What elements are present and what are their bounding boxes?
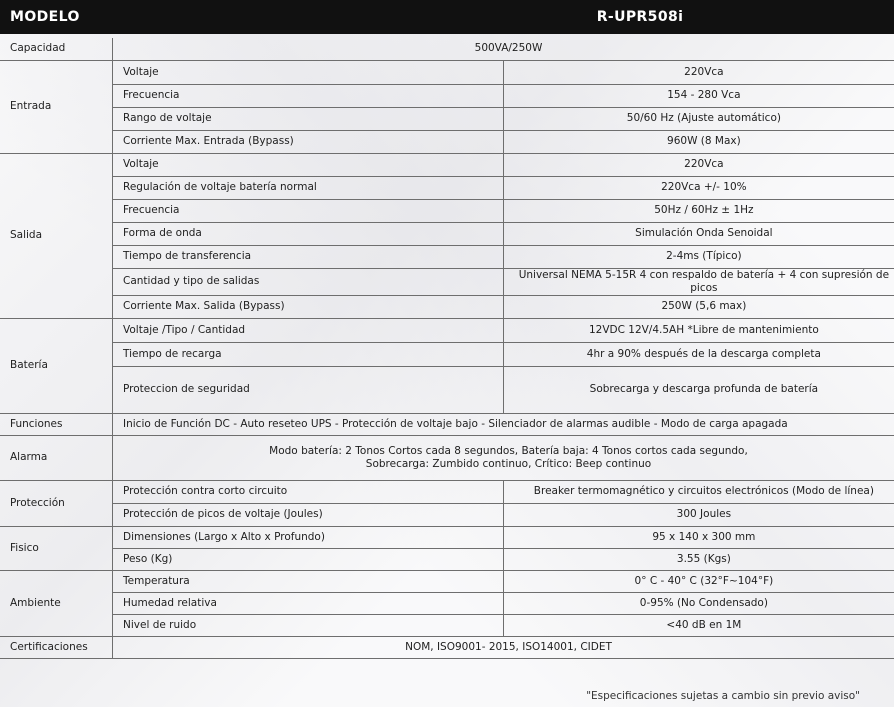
category-bateria: Batería bbox=[0, 318, 113, 413]
param-label: Tiempo de transferencia bbox=[113, 245, 504, 268]
category-salida: Salida bbox=[0, 153, 113, 318]
table-row bbox=[0, 366, 894, 413]
row-label-capacidad: Capacidad bbox=[0, 38, 113, 60]
param-value: 300 Joules bbox=[503, 503, 894, 526]
table-row bbox=[0, 342, 894, 366]
row-label-alarma: Alarma bbox=[0, 435, 113, 480]
table-row bbox=[0, 526, 894, 548]
category-fisico: Fisico bbox=[0, 526, 113, 570]
table-row bbox=[0, 592, 894, 614]
model-code: R-UPR508i bbox=[596, 9, 684, 25]
param-label: Temperatura bbox=[113, 570, 504, 592]
param-label: Tiempo de recarga bbox=[113, 342, 504, 366]
param-label: Cantidad y tipo de salidas bbox=[113, 268, 504, 295]
param-label: Voltaje bbox=[113, 153, 504, 176]
param-value: 0° C - 40° C (32°F~104°F) bbox=[503, 570, 894, 592]
table-row bbox=[0, 503, 894, 526]
param-value: 50Hz / 60Hz ± 1Hz bbox=[503, 199, 894, 222]
param-value: 154 - 280 Vca bbox=[503, 84, 894, 107]
table-row bbox=[0, 199, 894, 222]
category-ambiente: Ambiente bbox=[0, 570, 113, 636]
param-value: 50/60 Hz (Ajuste automático) bbox=[503, 107, 894, 130]
param-value: 2-4ms (Típico) bbox=[503, 245, 894, 268]
table-row bbox=[0, 130, 894, 153]
param-label: Humedad relativa bbox=[113, 592, 504, 614]
param-value: 95 x 140 x 300 mm bbox=[503, 526, 894, 548]
param-value: <40 dB en 1M bbox=[503, 614, 894, 636]
param-value: 0-95% (No Condensado) bbox=[503, 592, 894, 614]
table-row bbox=[0, 435, 894, 480]
funciones-value: Inicio de Función DC - Auto reseteo UPS - Protección de voltaje bajo - Silenciador de alarmas audible - Modo de carga apagada bbox=[113, 413, 894, 435]
table-row bbox=[0, 480, 894, 503]
param-value: 960W (8 Max) bbox=[503, 130, 894, 153]
table-row bbox=[0, 318, 894, 342]
table-row bbox=[0, 413, 894, 435]
disclaimer-note: "Especificaciones sujetas a cambio sin previo aviso" bbox=[586, 690, 860, 702]
spec-table bbox=[0, 38, 894, 659]
table-row bbox=[0, 548, 894, 570]
table-header bbox=[0, 0, 894, 34]
param-value: 220Vca +/- 10% bbox=[503, 176, 894, 199]
param-value: 3.55 (Kgs) bbox=[503, 548, 894, 570]
alarma-line-2: Sobrecarga: Zumbido continuo, Crítico: Beep continuo bbox=[365, 457, 652, 470]
param-value: Simulación Onda Senoidal bbox=[503, 222, 894, 245]
alarma-value bbox=[113, 435, 894, 480]
capacidad-value: 500VA/250W bbox=[113, 38, 894, 60]
table-row bbox=[0, 636, 894, 658]
param-label: Frecuencia bbox=[113, 84, 504, 107]
param-label: Regulación de voltaje batería normal bbox=[113, 176, 504, 199]
param-label: Protección contra corto circuito bbox=[113, 480, 504, 503]
param-value: Universal NEMA 5-15R 4 con respaldo de batería + 4 con supresión de picos bbox=[503, 268, 894, 295]
param-value: 220Vca bbox=[503, 60, 894, 84]
param-label: Forma de onda bbox=[113, 222, 504, 245]
param-label: Dimensiones (Largo x Alto x Profundo) bbox=[113, 526, 504, 548]
table-row bbox=[0, 107, 894, 130]
param-label: Voltaje bbox=[113, 60, 504, 84]
param-label: Nivel de ruido bbox=[113, 614, 504, 636]
alarma-line-1: Modo batería: 2 Tonos Cortos cada 8 segundos, Batería baja: 4 Tonos cortos cada segundo, bbox=[269, 444, 748, 457]
param-value: Breaker termomagnético y circuitos electrónicos (Modo de línea) bbox=[503, 480, 894, 503]
table-row bbox=[0, 570, 894, 592]
table-row bbox=[0, 268, 894, 295]
table-row bbox=[0, 222, 894, 245]
category-proteccion: Protección bbox=[0, 480, 113, 526]
param-label: Proteccion de seguridad bbox=[113, 366, 504, 413]
row-label-funciones: Funciones bbox=[0, 413, 113, 435]
param-label: Peso (Kg) bbox=[113, 548, 504, 570]
table-row bbox=[0, 84, 894, 107]
param-label: Corriente Max. Salida (Bypass) bbox=[113, 295, 504, 318]
param-value: Sobrecarga y descarga profunda de batería bbox=[503, 366, 894, 413]
category-entrada: Entrada bbox=[0, 60, 113, 153]
param-label: Frecuencia bbox=[113, 199, 504, 222]
table-row bbox=[0, 245, 894, 268]
param-value: 250W (5,6 max) bbox=[503, 295, 894, 318]
table-row bbox=[0, 295, 894, 318]
param-label: Rango de voltaje bbox=[113, 107, 504, 130]
param-label: Voltaje /Tipo / Cantidad bbox=[113, 318, 504, 342]
table-row bbox=[0, 38, 894, 60]
param-value: 12VDC 12V/4.5AH *Libre de mantenimiento bbox=[503, 318, 894, 342]
certificaciones-value: NOM, ISO9001- 2015, ISO14001, CIDET bbox=[113, 636, 894, 658]
param-label: Corriente Max. Entrada (Bypass) bbox=[113, 130, 504, 153]
param-label: Protección de picos de voltaje (Joules) bbox=[113, 503, 504, 526]
table-row bbox=[0, 614, 894, 636]
table-row bbox=[0, 176, 894, 199]
row-label-certificaciones: Certificaciones bbox=[0, 636, 113, 658]
param-value: 4hr a 90% después de la descarga completa bbox=[503, 342, 894, 366]
model-label: MODELO bbox=[10, 9, 80, 25]
table-row bbox=[0, 153, 894, 176]
table-row bbox=[0, 60, 894, 84]
param-value: 220Vca bbox=[503, 153, 894, 176]
